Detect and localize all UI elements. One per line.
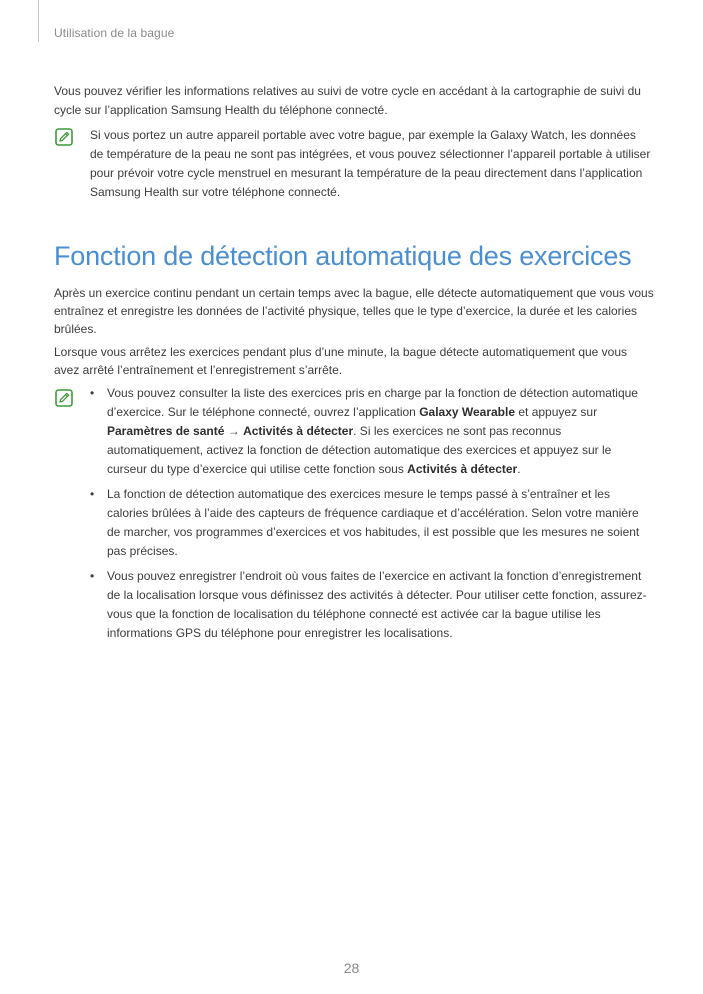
note-text: Si vous portez un autre appareil portable avec votre bague, par exemple la Galaxy Watch, les données de température de la peau ne sont pas intégrées, et vous pouvez sélectionner l’appareil portable à utiliser pour prévoir votre cycle menstruel en mesurant la température de la peau directement dans l’application Samsung Health sur votre téléphone connecté. <box>90 128 651 199</box>
note-icon <box>55 128 73 146</box>
intro-paragraph: Vous pouvez vérifier les informations relatives au suivi de votre cycle en accédant à la cartographie de suivi du cycle sur l’application Samsung Health du téléphone connecté. <box>54 84 641 117</box>
bullet-text: Vous pouvez consulter la liste des exercices pris en charge par la fonction de détection automatique d’exercice. Sur le téléphone connecté, ouvrez l’application <box>107 386 638 419</box>
list-item <box>90 567 652 643</box>
menu-path-activities: Activités à détecter <box>407 462 518 476</box>
note-icon <box>55 389 73 407</box>
app-name-galaxy-wearable: Galaxy Wearable <box>419 405 516 419</box>
menu-path-activities: Activités à détecter <box>243 424 354 438</box>
bullet-text: La fonction de détection automatique des exercices mesure le temps passé à s’entraîner et les calories brûlées à l’aide des capteurs de fréquence cardiaque et d’accélération. Selon votre manière de marcher, vos programmes d’exercices et vos habitudes, il est possible que les mesures ne soient pas précises. <box>107 487 640 558</box>
arrow-icon: → <box>224 424 244 438</box>
bullet-icon: • <box>90 487 95 501</box>
list-item <box>90 485 652 561</box>
list-item <box>90 384 652 479</box>
section-paragraph-1: Après un exercice continu pendant un certain temps avec la bague, elle détecte automatiquement que vous vous entraînez et enregistre les données de l’activité physique, telles que le type d’exercice, la durée et les calories brûlées. <box>54 286 654 336</box>
note-bullet-list <box>90 384 652 649</box>
bullet-text: Vous pouvez enregistrer l’endroit où vous faites de l’exercice en activant la fonction d’enregistrement de la localisation lorsque vous définissez des activités à détecter. Pour utiliser cette fonction, assurez-vous que la fonction de localisation du téléphone connecté est activée car la bague utilise les informations GPS du téléphone pour enregistrer les localisations. <box>107 569 647 640</box>
page-number: 28 <box>343 960 360 976</box>
menu-path-health-settings: Paramètres de santé <box>107 424 225 438</box>
running-header: Utilisation de la bague <box>54 26 175 40</box>
bullet-text: . Si les exercices ne sont pas reconnus automatiquement, activez la fonction de détection automatique des exercices et appuyez sur le curseur du type d’exercice qui utilise cette fonction sous <box>107 424 612 476</box>
section-paragraph-2: Lorsque vous arrêtez les exercices pendant plus d’une minute, la bague détecte automatiquement que vous avez arrêté l’entraînement et l’enregistrement s’arrête. <box>54 345 628 377</box>
section-title: Fonction de détection automatique des exercices <box>54 241 632 271</box>
header-divider <box>38 0 39 42</box>
bullet-text: . <box>517 462 521 476</box>
bullet-text: et appuyez sur <box>515 405 598 419</box>
bullet-icon: • <box>90 386 95 400</box>
bullet-icon: • <box>90 569 95 583</box>
